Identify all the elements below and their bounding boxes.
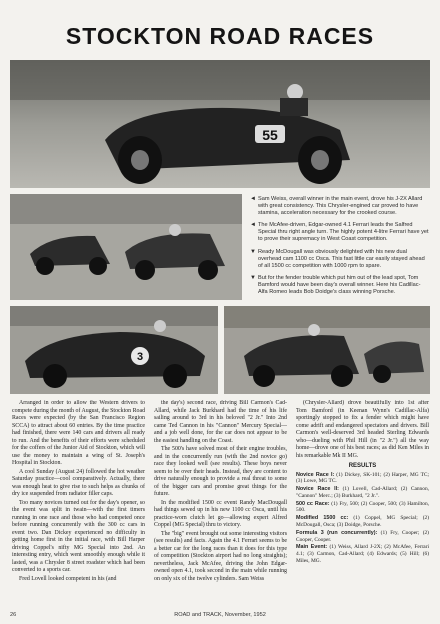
page-number: 26	[10, 612, 17, 618]
results-item: Novice Race II: (1) Lovell, Cad-Allard; (2) Cannon, "Cannon" Merc.; (3) Burkhard, "2 Jr.".	[296, 486, 429, 499]
article-column-3: (Chrysler-Allard) drove beautifully into 1st after Tom Bamford (in Keenan Wynn's Cadillac-Alfa) sportingly stopped to fix a fender which might have come adrift and endangered spectators and drivers. Bill Carmon's well-deserved 3rd headed Sterling Edwards who—dueling with Phil Hill (in "2 Jr.") all the way home—drove one of his best races; as did Ken Miles in his remarkable Mk II MG. RESULTS Novice Race I: (1) Dickey, SK-101; (2) Harper, MG TC; (3) Lowe, MG TC. Novice Race II: (1) Lovell, Cad-Allard; (2) Cannon, "Cannon" Merc.; (3) Burkhard, "2 Jr.". 500 cc Race: (1) Fry, 500; (2) Cooper, 500; (3) Hamilton, 500. Modified 1500 cc: (1) Coppel, MG Special; (2) McDougall, Osca; (3) Doidge, Porsche. Formula 3 (run concurrently): (1) Fry, Cooper; (2) Cooper, Cooper. Main Event: (1) Weiss, Allard J-2X; (2) McAfee, Ferrari 4.1; (3) Carmon, Cad-Allard; (4) Edwards; (5) Hill; (6) Miles, MG.	[296, 400, 429, 565]
photo-captions	[250, 196, 430, 301]
caption-1: ◄ Sam Weiss, overall winner in the main event, drove his J-2X Allard with great consistency. This Chrysler-engined car proved to have stamina, acceleration necessary for the crooked course.	[250, 196, 423, 217]
results-item: 500 cc Race: (1) Fry, 500; (2) Cooper, 500; (3) Hamilton, 500.	[296, 500, 429, 514]
photo-car-55	[10, 60, 430, 188]
article-column-2: the day's) second race, driving Bill Carmon's Cad-Allard, while Jack Burkhard had the time of his life sailing around to 3rd in his beloved "2 Jr." Into 2nd came Ted Cannon in his "Cannon" Mercury Special—and a job well done, for the car does not appear to be the easiest handling on the Coast. The 500's have solved most of their engine troubles, and in the concurrently run (with the 2nd novice go) race they looked well (see results). These boys never seem to be over their heads. Instead, they are content to drive naturally enough to provide a real threat to some of the bigger cars and promise great things for the future. In the modified 1500 cc event Randy MacDougall had things sewed up in his new 1100 cc Osca, until his practice-worn clutch let go—allowing expert Alfred Coppel (MG Special) thru to victory. The "big" event brought out some interesting visitors (see results) and facts. Again the 4.1 Ferrari seems to be a better car for the long races than it does for this type of competition (Stockton airport had no long straights); nevertheless, Jack McAfee, driving the John Edgar-owned open 4.1, took second in the main while running on only six of the twelve cylinders. Sam Weiss	[154, 400, 287, 582]
results-item: Novice Race I: (1) Dickey, SK-101; (2) Harper, MG TC; (3) Lowe, MG TC.	[296, 471, 429, 485]
results-heading: RESULTS	[348, 463, 377, 469]
photo-cadillac-alfa	[224, 306, 430, 394]
svg-text:55: 55	[262, 127, 278, 143]
results-item: Formula 3 (run concurrently): (1) Fry, Cooper; (2) Cooper, Cooper.	[296, 529, 429, 543]
caption-3: ▼ Ready McDougall was obviously delighted with his new dual overhead cam 1100 cc Osca. This fast little car easily stayed ahead of all 1500 cc competition with 1000 rpm to spare.	[250, 248, 425, 269]
arrow-left-icon: ◄	[250, 222, 256, 229]
photo-ferrari	[10, 194, 242, 300]
magazine-credit: ROAD and TRACK, November, 1952	[174, 612, 266, 618]
results-item: Modified 1500 cc: (1) Coppel, MG Special; (2) McDougall, Osca; (3) Doidge, Porsche.	[296, 515, 429, 529]
svg-text:3: 3	[136, 351, 144, 363]
arrow-down-icon: ▼	[250, 248, 256, 255]
page-footer	[10, 610, 430, 620]
caption-4: ▼ But for the fender trouble which put him out of the lead spot, Tom Bamford would have been day's overall winner. Here his Cadillac-Alfa Romeo leads Bob Doidge's class winning Porsche.	[250, 274, 421, 296]
caption-2: ◄ The McAfee-driven, Edgar-owned 4.1 Ferrari leads the Salfred Special thru right angle turn. The highly potent 4-litre Ferrari have yet to prove their supremacy in West Coast competition.	[250, 222, 429, 243]
page-title: STOCKTON ROAD RACES	[65, 23, 375, 49]
photo-osca-3	[10, 306, 218, 394]
arrow-left-icon: ◄	[250, 196, 256, 202]
article-column-1: Arranged in order to allow the Western drivers to compete during the month of August, the Stockton Road Races were expected (by the San Francisco Region SCCA) to attract about 60 entries. By the time practice had finished, there were 140 cars and drivers all ready to run. And the benefits of their efforts were scheduled for the coffers of the Junior Aid of Stockton, which will use the money to maintain a wing of St. Joseph's Hospital in Stockton. A cool Sunday (August 24) followed the hot weather Saturday practice—cool comparatively. Actually, there was enough heat to give rise to such helps as chunks of dry ice suspended from radiator filler caps. Too many novices turned out for the day's opener, so the event was split in twain—with the first timers running in one race and those who had competed once before running concurrently with the 300 cc cars in event two. Dan Dickey experienced no difficulty in getting home first in the initial race, with Bill Harper driving Coppel's nifty MG Special into 2nd. An interesting entry, which went smoothly enough while it lasted, was a Chrysler 8 street roadster which had been converted to a sports car. Fred Lovell looked competent in his (and	[12, 400, 145, 582]
arrow-down-icon: ▼	[250, 274, 256, 281]
results-item: Main Event: (1) Weiss, Allard J-2X; (2) McAfee, Ferrari 4.1; (3) Carmon, Cad-Allard; (4) Edwards; (5) Hill; (6) Miles, MG.	[296, 544, 429, 565]
